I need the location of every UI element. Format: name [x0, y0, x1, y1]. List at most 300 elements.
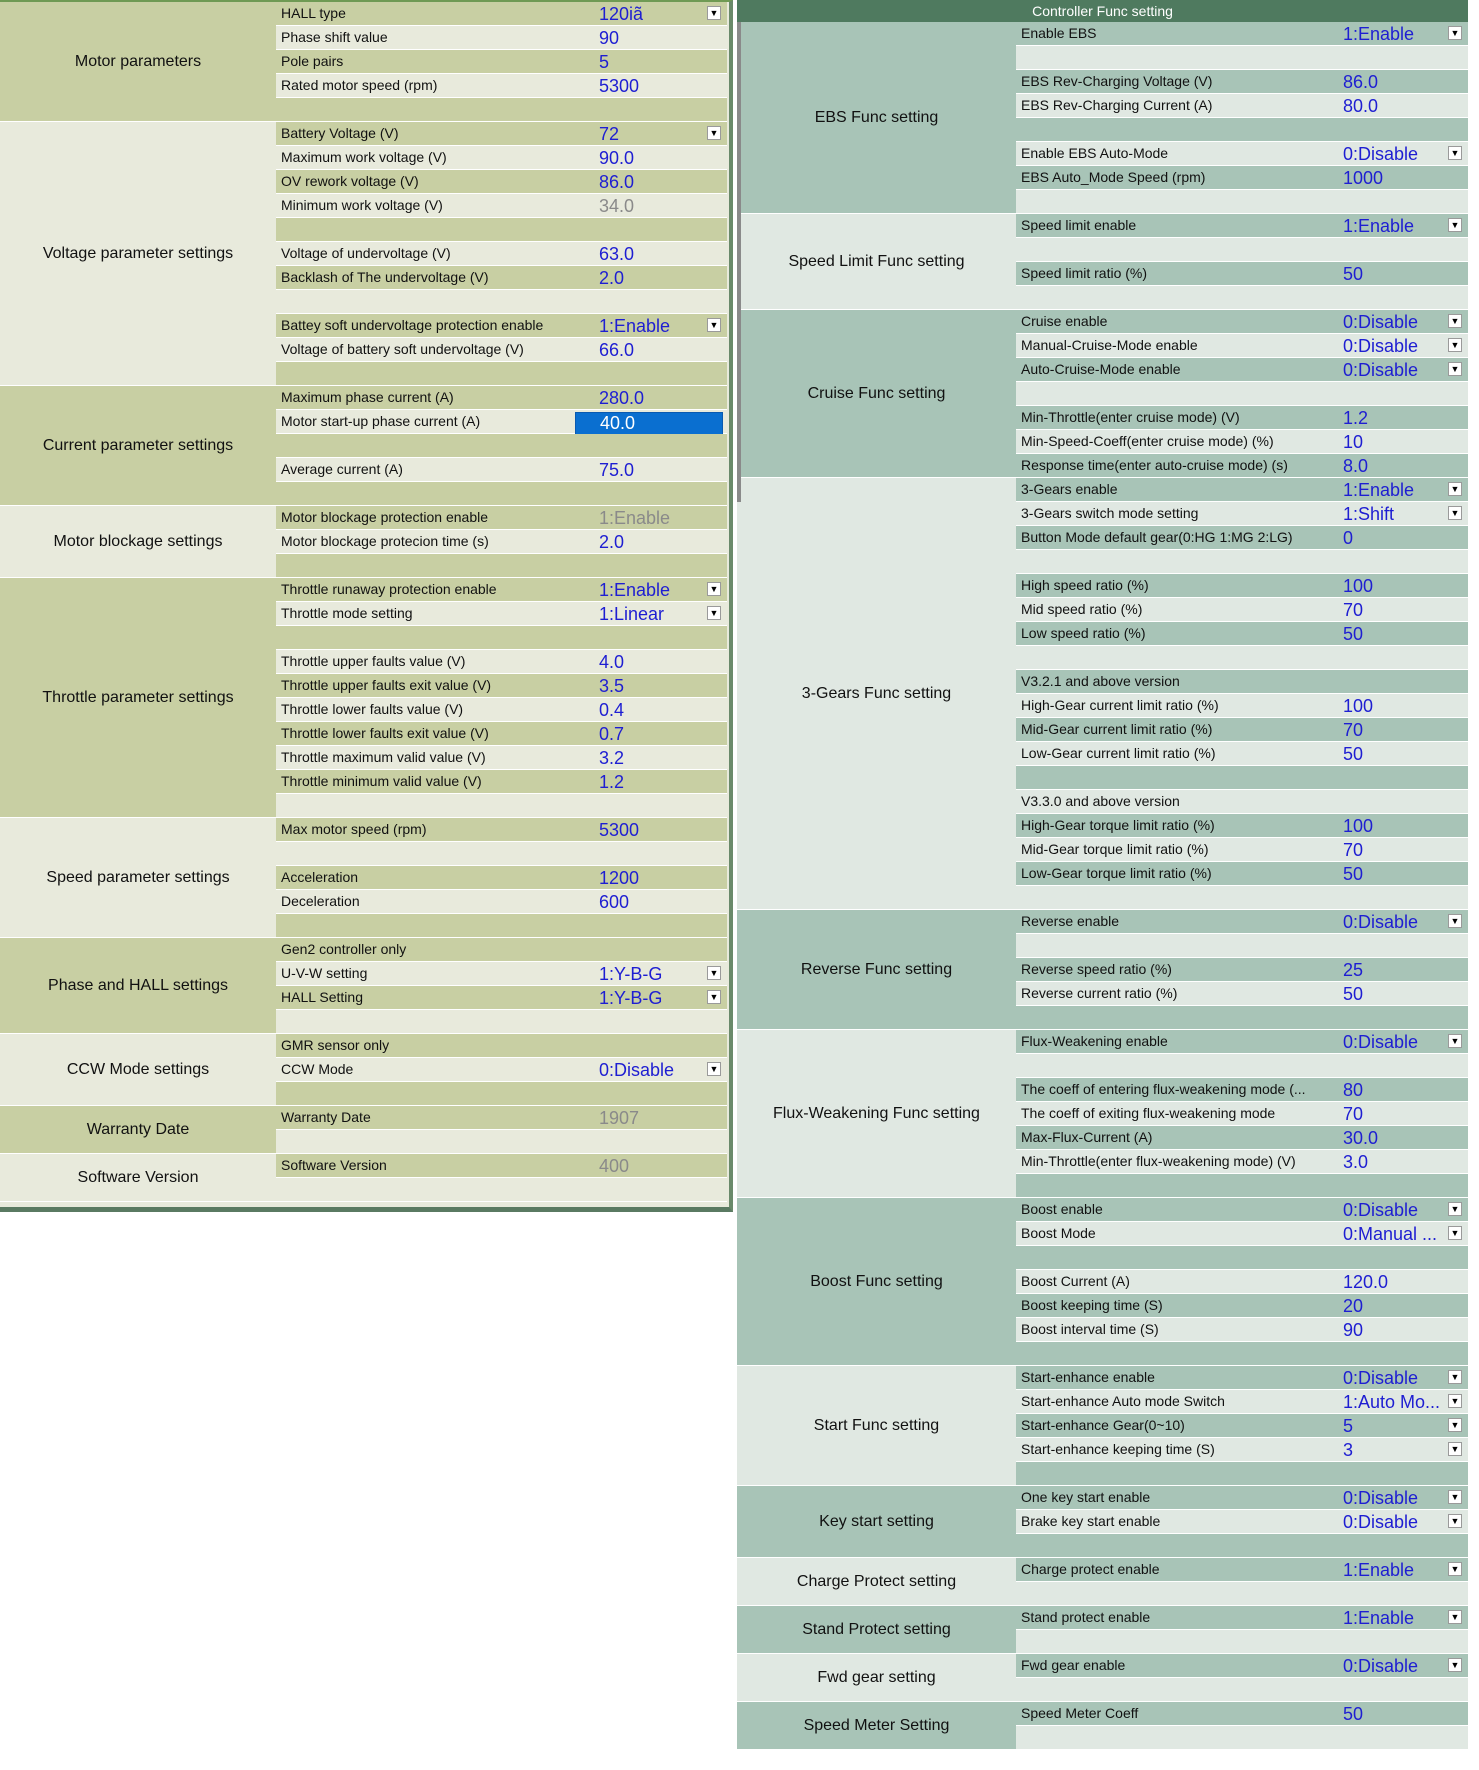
param-label: Software Version	[281, 1157, 387, 1173]
param-label: Minimum work voltage (V)	[281, 197, 443, 213]
param-value-average-current-a[interactable]: 75.0	[599, 460, 635, 480]
param-label	[276, 914, 575, 938]
param-label: Start-enhance enable	[1021, 1369, 1155, 1385]
param-value-throttle-upper-faults-exit-value-v[interactable]: 3.5	[599, 676, 625, 696]
param-value-warranty-date[interactable]: 1907	[599, 1108, 640, 1128]
param-value-throttle-lower-faults-value-v[interactable]: 0.4	[599, 700, 625, 720]
param-label: Boost Current (A)	[1021, 1273, 1130, 1289]
param-value-brake-key-start-enable[interactable]: 0:Disable	[1343, 1512, 1419, 1532]
param-label: Mid-Gear torque limit ratio (%)	[1021, 841, 1209, 857]
dropdown-arrow-icon[interactable]: ▼	[707, 990, 721, 1004]
param-label: Speed limit ratio (%)	[1021, 265, 1148, 281]
param-value-boost-keeping-time-s[interactable]: 20	[1343, 1296, 1364, 1316]
param-label: Motor blockage protecion time (s)	[281, 533, 489, 549]
group-title-stand-protect-setting: Stand Protect setting	[737, 1606, 1016, 1654]
param-label: EBS Auto_Mode Speed (rpm)	[1021, 169, 1206, 185]
param-label: Mid-Gear current limit ratio (%)	[1021, 721, 1213, 737]
param-label	[276, 1082, 575, 1106]
group-title-boost-func-setting: Boost Func setting	[737, 1198, 1016, 1366]
param-value-empty	[1319, 1174, 1464, 1198]
param-label: Speed Meter Coeff	[1021, 1705, 1139, 1721]
param-value-button-mode-default-gear-0-hg-1-mg-2-lg[interactable]: 0	[1343, 528, 1354, 548]
param-value-high-gear-current-limit-ratio[interactable]: 100	[1343, 696, 1374, 716]
param-value-reverse-current-ratio[interactable]: 50	[1343, 984, 1364, 1004]
param-value-empty	[1319, 1726, 1464, 1750]
param-value-high-speed-ratio[interactable]: 100	[1343, 576, 1374, 596]
param-label	[1016, 1342, 1319, 1366]
param-label: Throttle lower faults exit value (V)	[281, 725, 489, 741]
param-label: Start-enhance Auto mode Switch	[1021, 1393, 1225, 1409]
param-value-empty	[575, 362, 723, 386]
param-value-acceleration[interactable]: 1200	[599, 868, 640, 888]
group-title-charge-protect-setting: Charge Protect setting	[737, 1558, 1016, 1606]
param-value-empty	[575, 626, 723, 650]
param-label: Motor start-up phase current (A)	[281, 413, 481, 429]
param-label	[276, 98, 575, 122]
param-label: Low-Gear current limit ratio (%)	[1021, 745, 1216, 761]
param-label: 3-Gears enable	[1021, 481, 1118, 497]
param-label	[1016, 238, 1319, 262]
param-label: Start-enhance Gear(0~10)	[1021, 1417, 1185, 1433]
param-value-empty	[575, 482, 723, 506]
param-label: Response time(enter auto-cruise mode) (s)	[1021, 457, 1288, 473]
param-label: Low speed ratio (%)	[1021, 625, 1146, 641]
param-label: Max-Flux-Current (A)	[1021, 1129, 1153, 1145]
param-value-empty	[1319, 1630, 1464, 1654]
param-label: Fwd gear enable	[1021, 1657, 1126, 1673]
param-label	[1016, 1462, 1319, 1486]
param-label: Acceleration	[281, 869, 359, 885]
param-value-speed-meter-coeff[interactable]: 50	[1343, 1704, 1364, 1724]
param-label: V3.2.1 and above version	[1021, 673, 1180, 689]
group-title-software-version: Software Version	[0, 1154, 276, 1202]
param-label: Enable EBS	[1021, 25, 1097, 41]
param-label: Boost interval time (S)	[1021, 1321, 1159, 1337]
param-label: V3.3.0 and above version	[1021, 793, 1180, 809]
dropdown-arrow-icon[interactable]: ▼	[707, 126, 721, 140]
param-label: Max motor speed (rpm)	[281, 821, 427, 837]
dropdown-arrow-icon[interactable]: ▼	[1448, 1658, 1462, 1672]
controller-func-body	[737, 22, 1468, 1765]
param-label	[276, 482, 575, 506]
param-value-empty	[575, 1082, 723, 1106]
param-value-empty	[575, 794, 723, 818]
param-value-manual-cruise-mode-enable[interactable]: 0:Disable	[1343, 336, 1419, 356]
group-title-motor-parameters: Motor parameters	[0, 2, 276, 122]
param-label: Min-Speed-Coeff(enter cruise mode) (%)	[1021, 433, 1274, 449]
param-value-empty	[1319, 766, 1464, 790]
param-value-the-coeff-of-exiting-flux-weakening-mode[interactable]: 70	[1343, 1104, 1364, 1124]
dropdown-arrow-icon[interactable]: ▼	[1448, 1442, 1462, 1456]
dropdown-arrow-icon[interactable]: ▼	[707, 582, 721, 596]
param-value-empty	[1319, 670, 1464, 694]
param-value-one-key-start-enable[interactable]: 0:Disable	[1343, 1488, 1419, 1508]
param-value-voltage-of-undervoltage-v[interactable]: 63.0	[599, 244, 635, 264]
dropdown-arrow-icon[interactable]: ▼	[1448, 1370, 1462, 1384]
param-value-throttle-runaway-protection-enable[interactable]: 1:Enable	[599, 580, 671, 600]
param-label: Throttle minimum valid value (V)	[281, 773, 482, 789]
param-value-3-gears-enable[interactable]: 1:Enable	[1343, 480, 1415, 500]
param-value-empty	[575, 290, 723, 314]
param-value-empty	[575, 1178, 723, 1202]
param-value-hall-setting[interactable]: 1:Y-B-G	[599, 988, 663, 1008]
param-label: Maximum work voltage (V)	[281, 149, 447, 165]
param-label	[276, 1130, 575, 1154]
param-value-empty	[1319, 118, 1464, 142]
param-value-min-throttle-enter-flux-weakening-mode-v[interactable]: 3.0	[1343, 1152, 1369, 1172]
param-label	[1016, 1726, 1319, 1750]
group-title-fwd-gear-setting: Fwd gear setting	[737, 1654, 1016, 1702]
param-label: Boost enable	[1021, 1201, 1103, 1217]
param-label: Reverse enable	[1021, 913, 1120, 929]
param-value-empty	[1319, 190, 1464, 214]
param-label	[276, 1010, 575, 1034]
param-value-mid-gear-current-limit-ratio[interactable]: 70	[1343, 720, 1364, 740]
param-value-empty	[575, 1130, 723, 1154]
param-label: One key start enable	[1021, 1489, 1151, 1505]
group-title-key-start-setting: Key start setting	[737, 1486, 1016, 1558]
param-value-low-gear-torque-limit-ratio[interactable]: 50	[1343, 864, 1364, 884]
param-label: Enable EBS Auto-Mode	[1021, 145, 1169, 161]
param-value-empty	[575, 914, 723, 938]
param-value-boost-current-a[interactable]: 120.0	[1343, 1272, 1389, 1292]
dropdown-arrow-icon[interactable]: ▼	[1448, 338, 1462, 352]
param-label: Battery Voltage (V)	[281, 125, 399, 141]
param-value-throttle-maximum-valid-value-v[interactable]: 3.2	[599, 748, 625, 768]
param-value-enable-ebs[interactable]: 1:Enable	[1343, 24, 1415, 44]
group-title-flux-weakening-func-setting: Flux-Weakening Func setting	[737, 1030, 1016, 1198]
param-value-enable-ebs-auto-mode[interactable]: 0:Disable	[1343, 144, 1419, 164]
param-value-empty	[575, 1034, 723, 1058]
param-value-3-gears-switch-mode-setting[interactable]: 1:Shift	[1343, 504, 1395, 524]
param-value-backlash-of-the-undervoltage-v[interactable]: 2.0	[599, 268, 625, 288]
param-label	[1016, 382, 1319, 406]
param-value-u-v-w-setting[interactable]: 1:Y-B-G	[599, 964, 663, 984]
group-title-start-func-setting: Start Func setting	[737, 1366, 1016, 1486]
param-label	[1016, 1174, 1319, 1198]
param-label: Throttle upper faults exit value (V)	[281, 677, 492, 693]
param-value-voltage-of-battery-soft-undervoltage-v[interactable]: 66.0	[599, 340, 635, 360]
param-value-mid-speed-ratio[interactable]: 70	[1343, 600, 1364, 620]
param-value-throttle-lower-faults-exit-value-v[interactable]: 0.7	[599, 724, 625, 744]
param-label: HALL Setting	[281, 989, 363, 1005]
param-label	[1016, 46, 1319, 70]
param-value-min-speed-coeff-enter-cruise-mode[interactable]: 10	[1343, 432, 1364, 452]
param-label	[276, 626, 575, 650]
param-label	[1016, 1678, 1319, 1702]
param-value-start-enhance-enable[interactable]: 0:Disable	[1343, 1368, 1419, 1388]
param-value-stand-protect-enable[interactable]: 1:Enable	[1343, 1608, 1415, 1628]
param-label	[1016, 190, 1319, 214]
group-title-throttle-parameter-settings: Throttle parameter settings	[0, 578, 276, 818]
param-value-motor-start-up-phase-current-a[interactable]: 40.0	[575, 412, 723, 435]
param-label: The coeff of exiting flux-weakening mode	[1021, 1105, 1276, 1121]
dropdown-arrow-icon[interactable]: ▼	[1448, 1562, 1462, 1576]
param-value-empty	[575, 434, 723, 458]
param-label: Throttle upper faults value (V)	[281, 653, 466, 669]
param-value-throttle-upper-faults-value-v[interactable]: 4.0	[599, 652, 625, 672]
dropdown-arrow-icon[interactable]: ▼	[1448, 362, 1462, 376]
param-label	[276, 362, 575, 386]
param-label: 3-Gears switch mode setting	[1021, 505, 1199, 521]
dropdown-arrow-icon[interactable]: ▼	[707, 1062, 721, 1076]
dropdown-arrow-icon[interactable]: ▼	[1448, 1610, 1462, 1624]
param-value-low-gear-current-limit-ratio[interactable]: 50	[1343, 744, 1364, 764]
scrollbar-track[interactable]	[737, 22, 741, 502]
param-value-maximum-phase-current-a[interactable]: 280.0	[599, 388, 645, 408]
param-label: Phase shift value	[281, 29, 388, 45]
group-title-3-gears-func-setting: 3-Gears Func setting	[737, 478, 1016, 910]
param-value-charge-protect-enable[interactable]: 1:Enable	[1343, 1560, 1415, 1580]
dropdown-arrow-icon[interactable]: ▼	[1448, 1394, 1462, 1408]
param-label: Deceleration	[281, 893, 360, 909]
param-label	[1016, 118, 1319, 142]
dropdown-arrow-icon[interactable]: ▼	[1448, 1226, 1462, 1240]
dropdown-arrow-icon[interactable]: ▼	[1448, 146, 1462, 160]
param-label: Start-enhance keeping time (S)	[1021, 1441, 1215, 1457]
param-value-minimum-work-voltage-v[interactable]: 34.0	[599, 196, 635, 216]
param-value-ebs-auto-mode-speed-rpm[interactable]: 1000	[1343, 168, 1384, 188]
param-label: The coeff of entering flux-weakening mode (...	[1021, 1081, 1306, 1097]
dropdown-arrow-icon[interactable]: ▼	[1448, 506, 1462, 520]
group-title-ebs-func-setting: EBS Func setting	[737, 22, 1016, 214]
param-value-speed-limit-enable[interactable]: 1:Enable	[1343, 216, 1415, 236]
param-value-low-speed-ratio[interactable]: 50	[1343, 624, 1364, 644]
param-label: OV rework voltage (V)	[281, 173, 419, 189]
motor-parameters-panel	[0, 0, 733, 1212]
param-label: Battey soft undervoltage protection enable	[281, 317, 544, 333]
group-title-voltage-parameter-settings: Voltage parameter settings	[0, 122, 276, 386]
param-label: Pole pairs	[281, 53, 344, 69]
param-value-flux-weakening-enable[interactable]: 0:Disable	[1343, 1032, 1419, 1052]
param-label: Boost keeping time (S)	[1021, 1297, 1163, 1313]
param-label: Voltage of undervoltage (V)	[281, 245, 451, 261]
param-value-empty	[1319, 1582, 1464, 1606]
param-value-empty	[575, 842, 723, 866]
param-label: Maximum phase current (A)	[281, 389, 454, 405]
group-title-cruise-func-setting: Cruise Func setting	[737, 310, 1016, 478]
param-value-rated-motor-speed-rpm[interactable]: 5300	[599, 76, 640, 96]
param-label: Cruise enable	[1021, 313, 1108, 329]
group-title-motor-blockage-settings: Motor blockage settings	[0, 506, 276, 578]
param-value-empty	[575, 1010, 723, 1034]
param-label: Voltage of battery soft undervoltage (V)	[281, 341, 524, 357]
param-value-max-motor-speed-rpm[interactable]: 5300	[599, 820, 640, 840]
param-value-throttle-mode-setting[interactable]: 1:Linear	[599, 604, 665, 624]
param-value-the-coeff-of-entering-flux-weakening-mode[interactable]: 80	[1343, 1080, 1364, 1100]
param-value-max-flux-current-a[interactable]: 30.0	[1343, 1128, 1379, 1148]
param-label: Motor blockage protection enable	[281, 509, 489, 525]
param-label	[1016, 1006, 1319, 1030]
param-label: Throttle maximum valid value (V)	[281, 749, 486, 765]
dropdown-arrow-icon[interactable]: ▼	[1448, 1514, 1462, 1528]
group-title-speed-parameter-settings: Speed parameter settings	[0, 818, 276, 938]
param-label: Reverse speed ratio (%)	[1021, 961, 1172, 977]
param-value-empty	[1319, 1246, 1464, 1270]
param-value-ebs-rev-charging-current-a[interactable]: 80.0	[1343, 96, 1379, 116]
param-label: Min-Throttle(enter cruise mode) (V)	[1021, 409, 1240, 425]
param-value-battey-soft-undervoltage-protection-enable[interactable]: 1:Enable	[599, 316, 671, 336]
group-title-reverse-func-setting: Reverse Func setting	[737, 910, 1016, 1030]
param-value-empty	[575, 98, 723, 122]
param-label: Brake key start enable	[1021, 1513, 1161, 1529]
dropdown-arrow-icon[interactable]: ▼	[707, 606, 721, 620]
param-value-empty	[575, 218, 723, 242]
param-label: High speed ratio (%)	[1021, 577, 1149, 593]
param-label	[1016, 886, 1319, 910]
group-title-warranty-date: Warranty Date	[0, 1106, 276, 1154]
param-label	[1016, 1246, 1319, 1270]
dropdown-arrow-icon[interactable]: ▼	[707, 318, 721, 332]
param-value-empty	[1319, 286, 1464, 310]
param-label	[1016, 1534, 1319, 1558]
param-value-maximum-work-voltage-v[interactable]: 90.0	[599, 148, 635, 168]
param-label: Charge protect enable	[1021, 1561, 1160, 1577]
controller-func-header: Controller Func setting	[737, 0, 1468, 22]
param-label	[276, 842, 575, 866]
param-label: Flux-Weakening enable	[1021, 1033, 1168, 1049]
param-value-empty	[1319, 1054, 1464, 1078]
dropdown-arrow-icon[interactable]: ▼	[1448, 1034, 1462, 1048]
param-label	[276, 218, 575, 242]
param-value-ccw-mode[interactable]: 0:Disable	[599, 1060, 675, 1080]
param-label	[1016, 1630, 1319, 1654]
param-label: EBS Rev-Charging Current (A)	[1021, 97, 1213, 113]
param-label: Min-Throttle(enter flux-weakening mode) (V)	[1021, 1153, 1296, 1169]
param-value-empty	[1319, 1006, 1464, 1030]
param-label	[1016, 934, 1319, 958]
param-label: Throttle mode setting	[281, 605, 413, 621]
param-value-deceleration[interactable]: 600	[599, 892, 630, 912]
param-label	[276, 434, 575, 458]
param-label: High-Gear current limit ratio (%)	[1021, 697, 1219, 713]
param-value-empty	[1319, 1534, 1464, 1558]
param-value-response-time-enter-auto-cruise-mode-s[interactable]: 8.0	[1343, 456, 1369, 476]
param-label	[276, 290, 575, 314]
param-value-cruise-enable[interactable]: 0:Disable	[1343, 312, 1419, 332]
param-value-start-enhance-auto-mode-switch[interactable]: 1:Auto Mo...	[1343, 1392, 1441, 1412]
param-label: HALL type	[281, 5, 346, 21]
param-value-speed-limit-ratio[interactable]: 50	[1343, 264, 1364, 284]
group-title-speed-meter-setting: Speed Meter Setting	[737, 1702, 1016, 1750]
param-value-auto-cruise-mode-enable[interactable]: 0:Disable	[1343, 360, 1419, 380]
param-label: Rated motor speed (rpm)	[281, 77, 438, 93]
param-value-start-enhance-gear-0-10[interactable]: 5	[1343, 1416, 1354, 1436]
param-label: Button Mode default gear(0:HG 1:MG 2:LG)	[1021, 529, 1293, 545]
dropdown-arrow-icon[interactable]: ▼	[1448, 314, 1462, 328]
param-value-empty	[1319, 1678, 1464, 1702]
param-label	[1016, 766, 1319, 790]
param-value-motor-blockage-protection-enable[interactable]: 1:Enable	[599, 508, 671, 528]
param-label	[1016, 646, 1319, 670]
param-label: Reverse current ratio (%)	[1021, 985, 1178, 1001]
param-label: Manual-Cruise-Mode enable	[1021, 337, 1198, 353]
dropdown-arrow-icon[interactable]: ▼	[707, 966, 721, 980]
param-value-mid-gear-torque-limit-ratio[interactable]: 70	[1343, 840, 1364, 860]
param-label	[1016, 1054, 1319, 1078]
param-label: U-V-W setting	[281, 965, 368, 981]
dropdown-arrow-icon[interactable]: ▼	[1448, 482, 1462, 496]
param-label: Gen2 controller only	[281, 941, 407, 957]
param-label: Throttle runaway protection enable	[281, 581, 497, 597]
dropdown-arrow-icon[interactable]: ▼	[1448, 1490, 1462, 1504]
param-label	[1016, 286, 1319, 310]
dropdown-arrow-icon[interactable]: ▼	[1448, 914, 1462, 928]
param-value-empty	[1319, 1462, 1464, 1486]
param-value-ov-rework-voltage-v[interactable]: 86.0	[599, 172, 635, 192]
param-value-hall-type[interactable]: 120iã	[599, 4, 644, 24]
param-label: Auto-Cruise-Mode enable	[1021, 361, 1181, 377]
param-value-pole-pairs[interactable]: 5	[599, 52, 610, 72]
param-value-empty	[1319, 46, 1464, 70]
param-label: Average current (A)	[281, 461, 403, 477]
param-value-phase-shift-value[interactable]: 90	[599, 28, 620, 48]
param-label: EBS Rev-Charging Voltage (V)	[1021, 73, 1213, 89]
param-value-reverse-speed-ratio[interactable]: 25	[1343, 960, 1364, 980]
group-title-current-parameter-settings: Current parameter settings	[0, 386, 276, 506]
param-value-empty	[1319, 382, 1464, 406]
dropdown-arrow-icon[interactable]: ▼	[1448, 218, 1462, 232]
dropdown-arrow-icon[interactable]: ▼	[1448, 1202, 1462, 1216]
param-label: High-Gear torque limit ratio (%)	[1021, 817, 1215, 833]
param-value-boost-mode[interactable]: 0:Manual ...	[1343, 1224, 1438, 1244]
param-value-empty	[1319, 934, 1464, 958]
param-label: Boost Mode	[1021, 1225, 1096, 1241]
param-label: Stand protect enable	[1021, 1609, 1151, 1625]
param-label	[1016, 550, 1319, 574]
param-value-empty	[1319, 886, 1464, 910]
param-value-empty	[1319, 550, 1464, 574]
param-value-battery-voltage-v[interactable]: 72	[599, 124, 620, 144]
param-value-reverse-enable[interactable]: 0:Disable	[1343, 912, 1419, 932]
param-label	[276, 1178, 575, 1202]
controller-func-panel	[737, 0, 1468, 1770]
param-value-empty	[1319, 1342, 1464, 1366]
dropdown-arrow-icon[interactable]: ▼	[1448, 26, 1462, 40]
param-value-empty	[1319, 238, 1464, 262]
param-value-empty	[575, 938, 723, 962]
param-value-empty	[575, 554, 723, 578]
param-label: Low-Gear torque limit ratio (%)	[1021, 865, 1212, 881]
param-label: GMR sensor only	[281, 1037, 390, 1053]
group-title-speed-limit-func-setting: Speed Limit Func setting	[737, 214, 1016, 310]
param-label: Warranty Date	[281, 1109, 371, 1125]
param-value-empty	[1319, 646, 1464, 670]
param-label	[276, 794, 575, 818]
param-value-throttle-minimum-valid-value-v[interactable]: 1.2	[599, 772, 625, 792]
param-value-min-throttle-enter-cruise-mode-v[interactable]: 1.2	[1343, 408, 1369, 428]
param-label: Throttle lower faults value (V)	[281, 701, 464, 717]
param-value-motor-blockage-protecion-time-s[interactable]: 2.0	[599, 532, 625, 552]
param-label: Speed limit enable	[1021, 217, 1137, 233]
param-label: Mid speed ratio (%)	[1021, 601, 1143, 617]
group-title-ccw-mode-settings: CCW Mode settings	[0, 1034, 276, 1106]
dropdown-arrow-icon[interactable]: ▼	[707, 6, 721, 20]
param-value-software-version[interactable]: 400	[599, 1156, 630, 1176]
param-label	[276, 554, 575, 578]
dropdown-arrow-icon[interactable]: ▼	[1448, 1418, 1462, 1432]
param-value-high-gear-torque-limit-ratio[interactable]: 100	[1343, 816, 1374, 836]
param-value-fwd-gear-enable[interactable]: 0:Disable	[1343, 1656, 1419, 1676]
param-label	[1016, 1582, 1319, 1606]
param-label: Backlash of The undervoltage (V)	[281, 269, 489, 285]
param-value-start-enhance-keeping-time-s[interactable]: 3	[1343, 1440, 1354, 1460]
param-value-boost-interval-time-s[interactable]: 90	[1343, 1320, 1364, 1340]
param-value-boost-enable[interactable]: 0:Disable	[1343, 1200, 1419, 1220]
group-title-phase-and-hall-settings: Phase and HALL settings	[0, 938, 276, 1034]
param-value-ebs-rev-charging-voltage-v[interactable]: 86.0	[1343, 72, 1379, 92]
param-value-empty	[1319, 790, 1464, 814]
